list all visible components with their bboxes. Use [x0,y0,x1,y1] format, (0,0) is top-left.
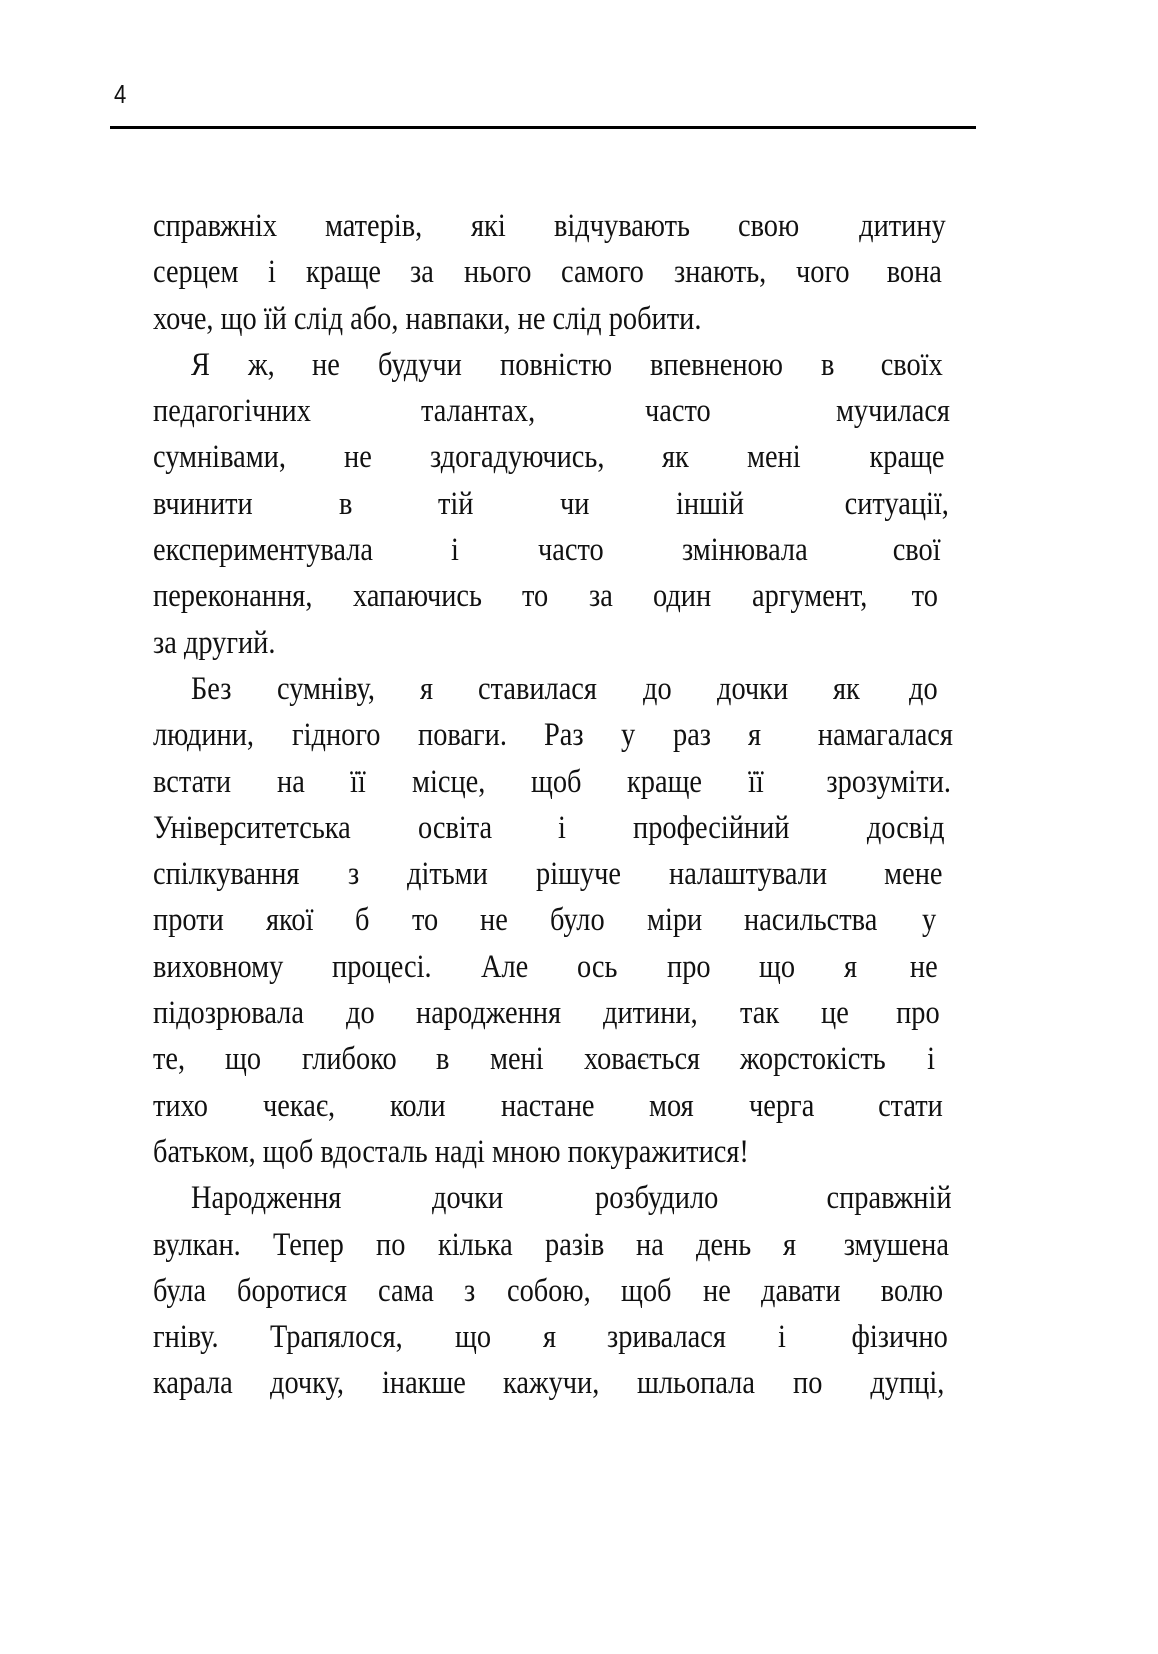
paragraph [153,666,953,1175]
text-line: була боротися сама з собою, щоб не давати волю [153,1272,943,1309]
text-line: переконання, хапаючись то за один аргумент, то [153,578,938,615]
text-line: педагогічних талантах, часто мучилася [153,393,950,430]
text-line: за другий. [153,624,276,661]
text-line: людини, гідного поваги. Раз у раз я намагалася [153,717,953,754]
text-line: Без сумніву, я ставилася до дочки як до [191,670,938,707]
body-text [153,203,953,1407]
paragraph [153,203,947,342]
text-line: вулкан. Тепер по кілька разів на день я змушена [153,1226,949,1263]
text-line: встати на її місце, щоб краще її зрозуміти. [153,763,952,800]
text-line: сумнівами, не здогадуючись, як мені краще [153,439,945,476]
text-line: вчинити в тій чи іншій ситуації, [153,485,949,522]
text-line: серцем і краще за нього самого знають, чого вона [153,254,942,291]
text-line: Я ж, не будучи повністю впевненою в своїх [191,346,943,383]
text-line: проти якої б то не було міри насильства у [153,902,936,939]
page-number: 4 [114,79,127,109]
text-line: тихо чекає, коли настане моя черга стати [153,1087,944,1124]
text-line: гніву. Трапялося, що я зривалася і фізично [153,1319,948,1356]
paragraph [153,342,950,666]
header-rule [110,126,976,129]
text-line: те, що глибоко в мені ховається жорстокість і [153,1041,936,1078]
text-line: підозрювала до народження дитини, так це про [153,995,941,1032]
text-line: Університетська освіта і професійний досвід [153,809,945,846]
text-line: справжніх матерів, які відчувають свою дитину [153,208,947,244]
paragraph [153,1175,952,1406]
text-line: експериментувала і часто змінювала свої [153,532,941,569]
text-line: батьком, щоб вдосталь наді мною покуражитися! [153,1133,749,1170]
text-line: виховному процесі. Але ось про що я не [153,948,938,985]
text-line: Народження дочки розбудило справжній [191,1180,952,1217]
text-line: хоче, що їй слід або, навпаки, не слід робити. [153,300,702,337]
text-line: карала дочку, інакше кажучи, шльопала по дупці, [153,1365,945,1402]
text-line: спілкування з дітьми рішуче налаштували мене [153,856,943,893]
